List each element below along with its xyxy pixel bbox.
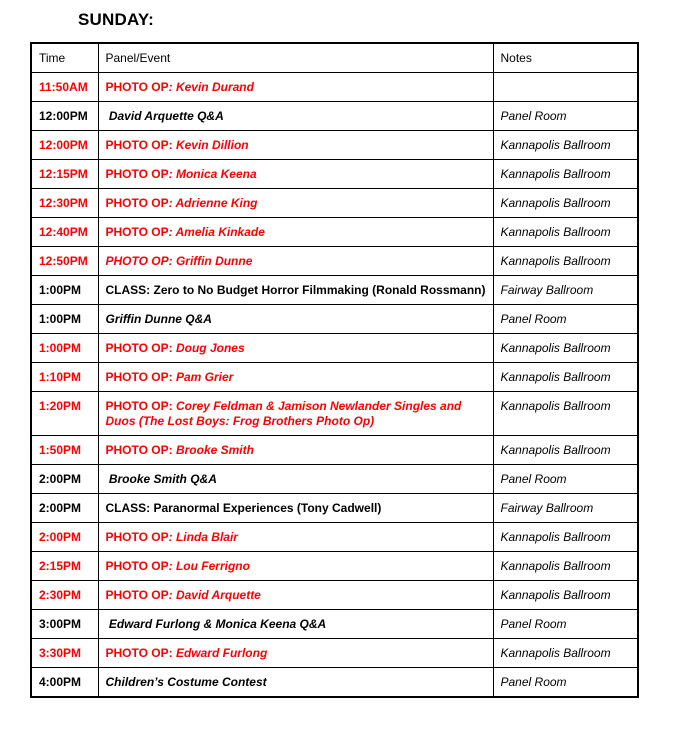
- event-name-italic: : Amelia Kinkade: [168, 225, 265, 239]
- event-time: 1:00PM: [31, 305, 98, 334]
- col-header-notes: Notes: [493, 43, 638, 73]
- event-time: 1:20PM: [31, 392, 98, 436]
- event-location: Kannapolis Ballroom: [493, 247, 638, 276]
- event-name-roman: PHOTO OP: [105, 588, 169, 602]
- event-name-italic: Edward Furlong & Monica Keena Q&A: [105, 617, 327, 631]
- table-row: [31, 392, 638, 436]
- event-location: Kannapolis Ballroom: [493, 363, 638, 392]
- event-name-italic: Kevin Dillion: [172, 138, 249, 152]
- table-row: [31, 523, 638, 552]
- event-name: [98, 102, 493, 131]
- event-name-italic: Edward Furlong: [172, 646, 268, 660]
- event-name: [98, 639, 493, 668]
- event-name: [98, 465, 493, 494]
- event-time: 2:00PM: [31, 523, 98, 552]
- event-location: Panel Room: [493, 305, 638, 334]
- event-name-italic: David Arquette Q&A: [105, 109, 224, 123]
- event-time: 3:30PM: [31, 639, 98, 668]
- event-time: 12:40PM: [31, 218, 98, 247]
- event-name-italic: PHOTO OP: Griffin Dunne: [105, 254, 253, 268]
- event-time: 12:00PM: [31, 131, 98, 160]
- page-title: SUNDAY:: [78, 10, 155, 29]
- event-name-roman: PHOTO OP: [105, 196, 169, 210]
- event-location: Kannapolis Ballroom: [493, 131, 638, 160]
- event-location: [493, 73, 638, 102]
- event-name: [98, 247, 493, 276]
- event-name: [98, 363, 493, 392]
- event-time: 1:00PM: [31, 276, 98, 305]
- event-location: Kannapolis Ballroom: [493, 436, 638, 465]
- event-location: Panel Room: [493, 668, 638, 698]
- event-name-roman: PHOTO OP: [105, 559, 169, 573]
- table-row: [31, 305, 638, 334]
- event-name-italic: : David Arquette: [168, 588, 261, 602]
- event-name: [98, 276, 493, 305]
- event-time: 12:50PM: [31, 247, 98, 276]
- event-location: Kannapolis Ballroom: [493, 218, 638, 247]
- event-time: 11:50AM: [31, 73, 98, 102]
- event-name-roman: PHOTO OP: [105, 80, 169, 94]
- event-name: [98, 131, 493, 160]
- table-row: [31, 218, 638, 247]
- event-name-roman: CLASS: Zero to No Budget Horror Filmmaking (Ronald Rossmann): [105, 283, 486, 297]
- event-name: [98, 218, 493, 247]
- event-name: [98, 189, 493, 218]
- event-name: [98, 392, 493, 436]
- event-time: 2:15PM: [31, 552, 98, 581]
- event-time: 4:00PM: [31, 668, 98, 698]
- table-row: [31, 131, 638, 160]
- event-location: Panel Room: [493, 465, 638, 494]
- event-name-italic: Pam Grier: [172, 370, 234, 384]
- table-row: [31, 276, 638, 305]
- event-location: Kannapolis Ballroom: [493, 392, 638, 436]
- table-row: [31, 552, 638, 581]
- event-time: 3:00PM: [31, 610, 98, 639]
- event-name-roman: PHOTO OP: [105, 167, 169, 181]
- event-name-roman: PHOTO OP:: [105, 646, 173, 660]
- event-location: Kannapolis Ballroom: [493, 160, 638, 189]
- event-name-italic: : Kevin Durand: [168, 80, 254, 94]
- event-name-italic: : Adrienne King: [168, 196, 258, 210]
- event-name: [98, 160, 493, 189]
- event-time: 12:00PM: [31, 102, 98, 131]
- event-time: 2:00PM: [31, 465, 98, 494]
- event-name-roman: PHOTO OP:: [105, 341, 173, 355]
- event-name: [98, 73, 493, 102]
- event-location: Kannapolis Ballroom: [493, 581, 638, 610]
- table-row: [31, 102, 638, 131]
- col-header-event: Panel/Event: [98, 43, 493, 73]
- event-name: [98, 494, 493, 523]
- event-location: Kannapolis Ballroom: [493, 334, 638, 363]
- event-name-italic: Doug Jones: [172, 341, 245, 355]
- table-row: [31, 581, 638, 610]
- table-row: [31, 610, 638, 639]
- event-name: [98, 334, 493, 363]
- table-row: [31, 247, 638, 276]
- event-name: [98, 581, 493, 610]
- event-location: Panel Room: [493, 102, 638, 131]
- event-location: Fairway Ballroom: [493, 494, 638, 523]
- schedule-table: [30, 42, 639, 698]
- event-name-roman: CLASS: Paranormal Experiences (Tony Cadwell): [105, 501, 382, 515]
- table-row: [31, 334, 638, 363]
- event-time: 1:10PM: [31, 363, 98, 392]
- table-row: [31, 363, 638, 392]
- table-row: [31, 189, 638, 218]
- event-time: 12:15PM: [31, 160, 98, 189]
- col-header-time: Time: [31, 43, 98, 73]
- event-name-italic: : Lou Ferrigno: [168, 559, 250, 573]
- event-name: [98, 305, 493, 334]
- table-row: [31, 465, 638, 494]
- event-time: 2:30PM: [31, 581, 98, 610]
- event-time: 2:00PM: [31, 494, 98, 523]
- table-row: [31, 494, 638, 523]
- event-name-roman: PHOTO OP:: [105, 138, 173, 152]
- event-name: [98, 523, 493, 552]
- event-name-italic: Brooke Smith: [172, 443, 254, 457]
- event-name-italic: : Linda Blair: [168, 530, 238, 544]
- table-row: [31, 639, 638, 668]
- event-time: 1:50PM: [31, 436, 98, 465]
- event-location: Panel Room: [493, 610, 638, 639]
- event-name-roman: PHOTO OP:: [105, 370, 173, 384]
- event-name-roman: PHOTO OP:: [105, 443, 173, 457]
- event-time: 1:00PM: [31, 334, 98, 363]
- table-header-row: [31, 43, 638, 73]
- event-name-italic: Corey Feldman & Jamison Newlander Singles and Duos (The Lost Boys: Frog Brothers Photo Op): [105, 399, 465, 428]
- table-row: [31, 668, 638, 698]
- table-row: [31, 160, 638, 189]
- event-name: [98, 610, 493, 639]
- event-location: Kannapolis Ballroom: [493, 523, 638, 552]
- event-name-roman: PHOTO OP:: [105, 399, 173, 413]
- event-name-italic: Brooke Smith Q&A: [105, 472, 217, 486]
- event-name-italic: : Monica Keena: [168, 167, 257, 181]
- event-name-italic: Children’s Costume Contest: [105, 675, 267, 689]
- event-name: [98, 436, 493, 465]
- event-name: [98, 668, 493, 698]
- event-name: [98, 552, 493, 581]
- event-location: Kannapolis Ballroom: [493, 552, 638, 581]
- table-row: [31, 436, 638, 465]
- event-location: Kannapolis Ballroom: [493, 639, 638, 668]
- event-name-roman: PHOTO OP: [105, 530, 169, 544]
- event-time: 12:30PM: [31, 189, 98, 218]
- table-row: [31, 73, 638, 102]
- event-location: Fairway Ballroom: [493, 276, 638, 305]
- event-location: Kannapolis Ballroom: [493, 189, 638, 218]
- event-name-roman: PHOTO OP: [105, 225, 169, 239]
- event-name-italic: Griffin Dunne Q&A: [105, 312, 212, 326]
